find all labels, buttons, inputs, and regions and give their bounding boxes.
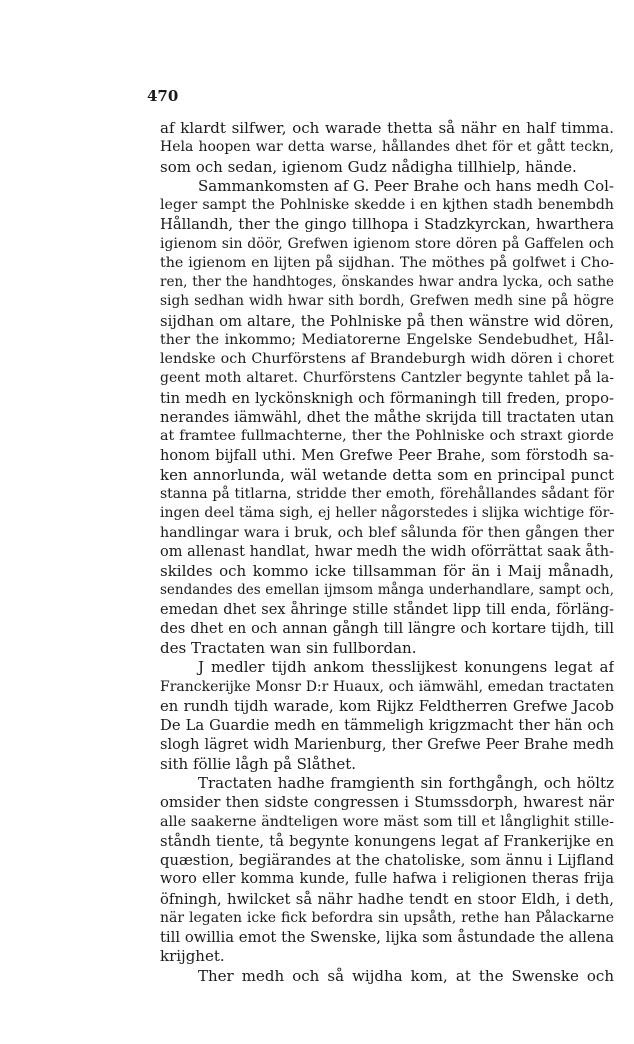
- text-line: Tractaten hadhe framgienth sin forthgångh, och höltz: [198, 774, 614, 793]
- text-line: honom bijfall uthi. Men Grefwe Peer Brahe, som förstodh sa-: [160, 447, 614, 464]
- text-line: sendandes des emellan ijmsom många underhandlare, sampt och,: [160, 582, 614, 599]
- text-line: omsider then sidste congressen i Stumssdorph, hwarest när: [160, 794, 614, 812]
- text-line: De La Guardie medh en tämmeligh krigzmacht ther hän och: [160, 717, 614, 735]
- body-text: [160, 119, 614, 986]
- text-line: geent moth altaret. Churförstens Cantzler begynte tahlet på la-: [160, 370, 614, 387]
- text-line: sigh sedhan widh hwar sith bordh, Grefwen medh sine på högre: [160, 293, 614, 310]
- text-line: alle saakerne ändteligen wore mäst som till et långlighit stille-: [160, 813, 614, 830]
- text-line: ken annorlunda, wäl wetande detta som en principal punct: [160, 465, 614, 484]
- text-line: ther the inkommo; Mediatorerne Engelske Sendebudhet, Hål-: [160, 331, 614, 348]
- text-line: emedan dhet sex åhringe stille ståndet lipp till enda, förläng-: [160, 601, 614, 618]
- text-line: igienom sin döör, Grefwen igienom store dören på Gaffelen och: [160, 235, 614, 252]
- text-line: J medler tijdh ankom thesslijkest konungens legat af: [198, 658, 614, 677]
- text-line: lendske och Churförstens af Brandeburgh widh dören i choret: [160, 351, 614, 368]
- text-line: slogh lägret widh Marienburg, ther Grefwe Peer Brahe medh: [160, 736, 614, 753]
- text-line: Hållandh, ther the gingo tillhopa i Stadzkyrckan, hwarthera: [160, 216, 614, 234]
- text-line: öfningh, hwilcket så nähr hadhe tendt en stoor Eldh, i deth,: [160, 890, 614, 908]
- text-line: ingen deel täma sigh, ej heller någorstedes i slijka wichtige för-: [160, 505, 614, 522]
- text-line: the igienom en lijten på sijdhan. The möthes på golfwet i Cho-: [160, 254, 614, 271]
- text-line: när legaten icke fick befordra sin upsåth, rethe han Pålackarne: [160, 909, 614, 926]
- text-line: som och sedan, igienom Gudz nådigha tillhielp, hände.: [160, 157, 577, 176]
- text-line: till owillia emot the Swenske, lijka som åstundade the allena: [160, 929, 614, 947]
- text-line: quæstion, begiärandes at the chatoliske, som ännu i Lijfland: [160, 852, 614, 870]
- text-line: stanna på titlarna, stridde ther emoth, förehållandes sådant för: [160, 486, 614, 503]
- text-line: ståndh tiente, tå begynte konungens legat af Frankerijke en: [160, 832, 614, 850]
- text-line: Hela hoopen war detta warse, hållandes dhet för et gått teckn,: [160, 139, 614, 156]
- text-line: des dhet en och annan gångh till längre och kortare tijdh, till: [160, 620, 614, 637]
- text-line: handlingar wara i bruk, och blef sålunda för then gången ther: [160, 524, 614, 541]
- text-line: skildes och kommo icke tillsamman för än i Maij månadh,: [160, 562, 614, 581]
- text-line: sith föllie lågh på Slåthet.: [160, 754, 357, 773]
- text-line: woro eller komma kunde, fulle hafwa i religionen theras frija: [160, 871, 614, 888]
- text-line: Franckerijke Monsr D:r Huaux, och iämwähl, emedan tractaten: [160, 678, 614, 695]
- text-line: en rundh tijdh warade, kom Rijkz Feldtherren Grefwe Jacob: [160, 697, 614, 715]
- text-line: at framtee fullmachterne, ther the Pohlniske och straxt giorde: [160, 428, 614, 445]
- text-line: ren, ther the handhtoges, önskandes hwar andra lycka, och sathe: [160, 274, 614, 291]
- text-line: Ther medh och så wijdha kom, at the Swenske och: [198, 966, 614, 985]
- text-line: tin medh en lyckönsknigh och förmaningh till freden, propo-: [160, 389, 614, 407]
- text-line: sijdhan om altare, the Pohlniske på then wänstre wid dören,: [160, 312, 614, 330]
- text-line: om allenast handlat, hwar medh the widh oförrättat saak åth-: [160, 543, 614, 560]
- page-number: 470: [147, 87, 179, 105]
- text-line: krijghet.: [160, 947, 225, 966]
- text-line: nerandes iämwähl, dhet the måthe skrijda till tractaten utan: [160, 408, 614, 426]
- text-line: des Tractaten wan sin fullbordan.: [160, 639, 417, 658]
- text-line: leger sampt the Pohlniske skedde i en kjthen stadh benembdh: [160, 197, 614, 214]
- text-line: af klardt silfwer, och warade thetta så nähr en half timma.: [160, 119, 614, 137]
- text-line: Sammankomsten af G. Peer Brahe och hans medh Col-: [198, 176, 614, 195]
